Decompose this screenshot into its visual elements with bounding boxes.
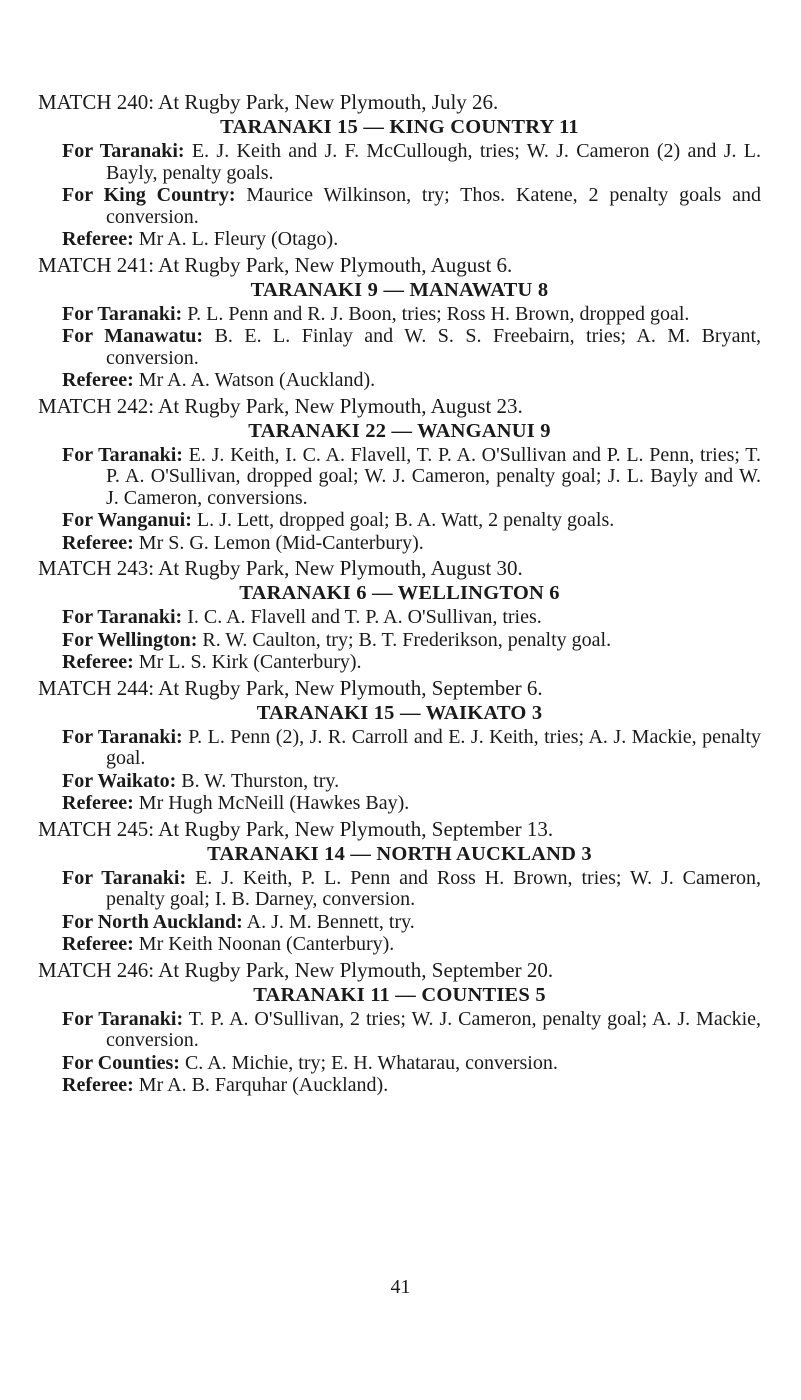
entry-label: Referee:	[62, 792, 134, 814]
entry-text: E. J. Keith, I. C. A. Flavell, T. P. A. O'Sullivan and P. L. Penn, tries; T. P. A. O'Sullivan, dropped goal; W. J. Cameron, penalty goal; J. L. Bayly and W. J. Cameron, conversions.	[106, 443, 762, 509]
entry-label: For Manawatu:	[62, 325, 204, 347]
entry-text: E. J. Keith and J. F. McCullough, tries; W. J. Cameron (2) and J. L. Bayly, penalty goals.	[106, 140, 762, 184]
match-record	[38, 676, 761, 815]
match-entry	[62, 370, 761, 392]
entry-label: Referee:	[62, 651, 134, 673]
entry-label: For King Country:	[62, 184, 236, 206]
entry-label: Referee:	[62, 933, 134, 955]
entry-label: For Taranaki:	[62, 606, 183, 628]
match-entries	[38, 141, 761, 251]
match-entry	[62, 1053, 761, 1075]
entry-text: Mr A. A. Watson (Auckland).	[138, 369, 376, 391]
match-record	[38, 394, 761, 555]
match-entry	[62, 652, 761, 674]
match-result: TARANAKI 15 — WAIKATO 3	[256, 701, 543, 724]
entry-label: Referee:	[62, 369, 134, 391]
entry-text: B. E. L. Finlay and W. S. S. Freebairn, tries; A. M. Bryant, conversion.	[106, 325, 762, 369]
entry-text: I. C. A. Flavell and T. P. A. O'Sullivan, tries.	[187, 606, 542, 628]
entry-label: Referee:	[62, 228, 134, 250]
match-record	[38, 958, 761, 1097]
entry-label: For Taranaki:	[62, 302, 183, 325]
entry-label: For Taranaki:	[62, 443, 183, 466]
match-record	[38, 90, 761, 251]
entry-text: E. J. Keith, P. L. Penn and Ross H. Brown, tries; W. J. Cameron, penalty goal; I. B. Darney, conversion.	[106, 866, 761, 910]
match-entry	[62, 229, 761, 251]
match-entry	[62, 304, 761, 326]
match-header: MATCH 241: At Rugby Park, New Plymouth, August 6.	[38, 252, 513, 277]
match-record	[38, 817, 761, 956]
entry-text: B. W. Thurston, try.	[181, 769, 340, 792]
match-result: TARANAKI 11 — COUNTIES 5	[253, 983, 546, 1006]
match-entries	[38, 868, 761, 956]
match-entries	[38, 445, 761, 555]
match-entries	[38, 607, 761, 674]
match-entry	[62, 727, 761, 770]
match-entry	[62, 326, 761, 369]
match-entry	[62, 1075, 761, 1097]
match-header: MATCH 242: At Rugby Park, New Plymouth, August 23.	[38, 393, 523, 418]
entry-label: For Taranaki:	[62, 1007, 184, 1030]
match-entry	[62, 510, 761, 532]
match-entries	[38, 304, 761, 392]
match-result: TARANAKI 9 — MANAWATU 8	[250, 278, 549, 301]
match-entry	[62, 912, 761, 934]
entry-text: R. W. Caulton, try; B. T. Frederikson, penalty goal.	[202, 628, 612, 651]
entry-text: Mr A. L. Fleury (Otago).	[138, 228, 339, 250]
entry-text: Mr A. B. Farquhar (Auckland).	[138, 1074, 389, 1096]
match-entry	[62, 533, 761, 555]
match-record	[38, 556, 761, 674]
match-header: MATCH 240: At Rugby Park, New Plymouth, July 26.	[38, 90, 499, 114]
match-result: TARANAKI 15 — KING COUNTRY 11	[220, 116, 579, 138]
page-number: 41	[390, 1276, 411, 1298]
entry-label: For Wanganui:	[62, 509, 192, 531]
match-entry	[62, 141, 761, 184]
entry-text: Mr Keith Noonan (Canterbury).	[138, 933, 395, 955]
match-record	[38, 253, 761, 392]
entry-label: Referee:	[62, 531, 134, 554]
match-header: MATCH 243: At Rugby Park, New Plymouth, August 30.	[38, 556, 523, 580]
entry-label: Referee:	[62, 1074, 134, 1096]
match-header: MATCH 246: At Rugby Park, New Plymouth, September 20.	[38, 957, 554, 982]
match-entry	[62, 185, 761, 228]
entry-label: For Taranaki:	[62, 866, 187, 889]
match-header: MATCH 245: At Rugby Park, New Plymouth, September 13.	[38, 816, 554, 841]
match-entry	[62, 607, 761, 629]
entry-label: For Taranaki:	[62, 140, 185, 162]
match-entry	[62, 771, 761, 793]
entry-text: A. J. M. Bennett, try.	[246, 910, 415, 933]
match-entry	[62, 630, 761, 652]
match-result: TARANAKI 14 — NORTH AUCKLAND 3	[207, 842, 592, 865]
entry-text: C. A. Michie, try; E. H. Whatarau, conversion.	[184, 1051, 558, 1074]
match-header: MATCH 244: At Rugby Park, New Plymouth, September 6.	[38, 675, 543, 700]
entry-label: For Wellington:	[62, 628, 198, 651]
entry-text: P. L. Penn (2), J. R. Carroll and E. J. Keith, tries; A. J. Mackie, penalty goal.	[106, 725, 762, 769]
match-entries	[38, 727, 761, 815]
entry-text: T. P. A. O'Sullivan, 2 tries; W. J. Cameron, penalty goal; A. J. Mackie, conversion.	[106, 1007, 762, 1051]
match-entry	[62, 1009, 761, 1052]
match-result: TARANAKI 6 — WELLINGTON 6	[239, 582, 560, 604]
entry-text: Mr S. G. Lemon (Mid-Canterbury).	[138, 531, 424, 554]
entry-text: Mr Hugh McNeill (Hawkes Bay).	[138, 792, 410, 814]
match-entry	[62, 934, 761, 956]
entry-label: For Waikato:	[62, 769, 177, 792]
match-entry	[62, 868, 761, 911]
entry-text: Mr L. S. Kirk (Canterbury).	[138, 651, 362, 673]
match-entries	[38, 1009, 761, 1097]
match-entry	[62, 445, 761, 510]
match-entry	[62, 793, 761, 815]
entry-label: For Counties:	[62, 1051, 180, 1074]
entry-text: L. J. Lett, dropped goal; B. A. Watt, 2 penalty goals.	[196, 509, 615, 531]
match-list	[38, 90, 761, 1097]
entry-text: P. L. Penn and R. J. Boon, tries; Ross H. Brown, dropped goal.	[187, 302, 690, 325]
match-result: TARANAKI 22 — WANGANUI 9	[248, 419, 551, 442]
entry-text: Maurice Wilkinson, try; Thos. Katene, 2 penalty goals and conversion.	[106, 184, 762, 228]
entry-label: For North Auckland:	[62, 910, 243, 933]
entry-label: For Taranaki:	[62, 725, 183, 748]
